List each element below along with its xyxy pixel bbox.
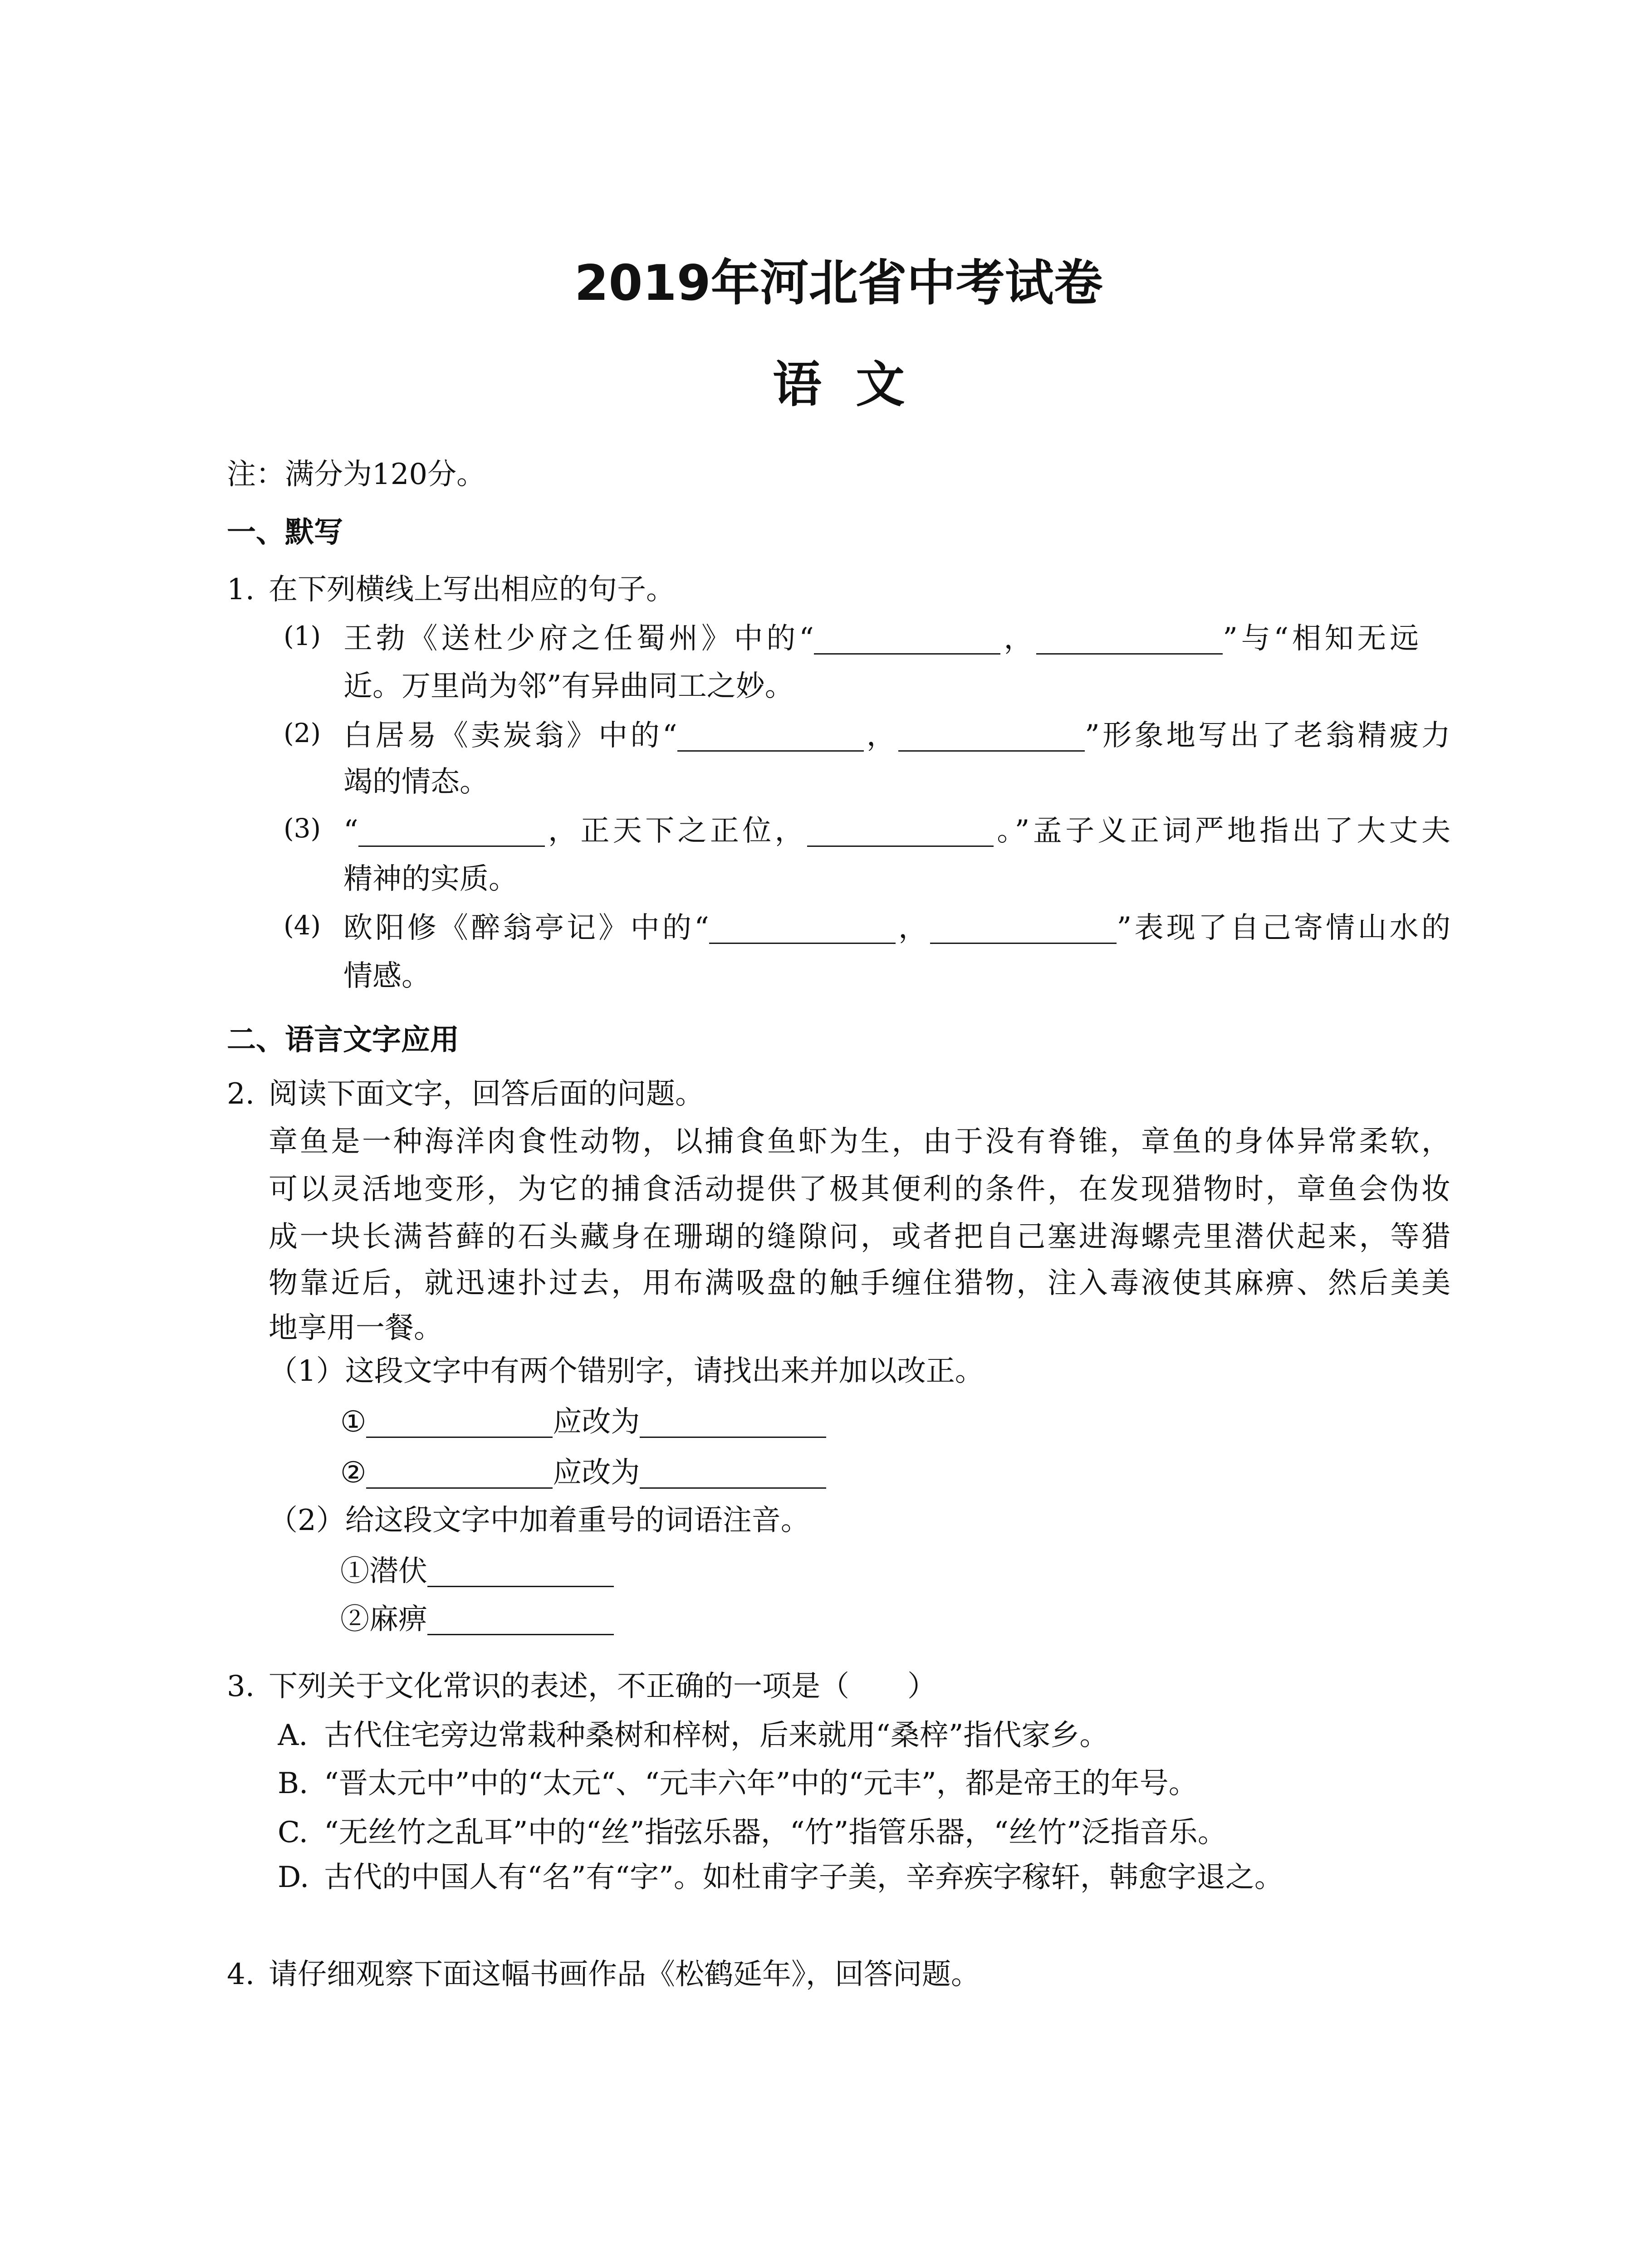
question-prompt: 在下列横线上写出相应的句子。 [269,573,675,606]
pinyin-row [340,1553,614,1589]
answer-blank [814,627,1000,655]
correction-row [340,1455,826,1491]
answer-blank [366,1461,553,1489]
subquestion [269,1353,984,1389]
answer-blank [427,1608,614,1635]
option-text: “晋太元中”中的“太元“、“元丰六年”中的“元丰”，都是帝王的年号。 [324,1767,1198,1800]
exam-title: 2019年河北省中考试卷 [574,255,1103,312]
option-text: 古代住宅旁边常栽种桑树和梓树，后来就用“桑梓”指代家乡。 [324,1719,1109,1752]
answer-blank [358,819,545,847]
answer-blank [640,1461,826,1489]
item-text: 白居易《卖炭翁》中的“ [343,719,677,753]
item-text: ， [1000,622,1037,655]
question-prompt: 阅读下面文字，回答后面的问题。 [269,1077,704,1111]
item-line: 竭的情态。 [343,765,489,799]
option-letter: A. [278,1719,308,1752]
item-line [343,718,1450,754]
item-text: 欧阳修《醉翁亭记》中的“ [343,911,709,945]
answer-blank [366,1410,553,1438]
answer-blank [1036,627,1223,655]
item-line: 精神的实质。 [343,862,518,896]
item-line [343,910,1450,946]
item-line: 情感。 [343,959,431,993]
option-letter: D. [278,1861,309,1894]
row-word: ①潜伏 [340,1554,427,1588]
subquestion [269,1502,810,1539]
item-text: ”形象地写出了老翁精疲力 [1085,719,1450,753]
item-line [343,813,1450,849]
subject-title: 语 文 [772,357,905,413]
question-prompt: 请仔细观察下面这幅书画作品《松鹤延年》，回答问题。 [269,1958,980,1991]
row-mark: ① [340,1405,367,1439]
passage-line: 章鱼是一种海洋肉食性动物，以捕食鱼虾为生，由于没有脊锥，章鱼的身体异常柔软， [269,1125,1450,1158]
question-number: 2. [227,1077,255,1111]
answer-blank [709,916,896,944]
item-text: 。”孟子义正词严地指出了大丈夫 [993,814,1450,848]
subquestion-prompt: 给这段文字中加着重号的词语注音。 [345,1504,810,1537]
item-line: 近。万里尚为邻”有异曲同工之妙。 [343,670,794,703]
pinyin-row [340,1601,614,1637]
question-number: 3. [227,1670,255,1703]
item-label: (3) [284,813,321,844]
section-heading-1: 一、默写 [227,516,343,549]
option-text: “无丝竹之乱耳”中的“丝”指弦乐器，“竹”指管乐器，“丝竹”泛指音乐。 [324,1816,1227,1849]
item-text: ， [895,911,931,945]
question-number: 1. [227,573,255,606]
option-letter: B. [278,1767,309,1800]
item-label: (4) [284,910,321,941]
passage-line: 可以灵活地变形，为它的捕食活动提供了极其便利的条件，在发现猎物时，章鱼会伪妆 [269,1173,1450,1206]
section-heading-2: 二、语言文字应用 [227,1023,459,1057]
row-word: ②麻痹 [340,1603,427,1636]
item-text: ”与“相知无远 [1223,622,1419,655]
item-label: (2) [284,718,321,748]
subquestion-label: （1） [269,1354,345,1388]
passage-line: 成一块长满苔藓的石头藏身在珊瑚的缝隙问，或者把自己塞进海螺壳里潜伏起来，等猎 [269,1220,1450,1254]
item-line [343,621,1419,657]
subquestion-prompt: 这段文字中有两个错别字，请找出来并加以改正。 [345,1354,984,1388]
answer-blank [807,819,994,847]
option-letter: C. [278,1816,309,1849]
item-label: (1) [284,621,321,651]
answer-blank [930,916,1117,944]
answer-blank [427,1559,614,1587]
row-connector: 应改为 [553,1456,640,1490]
passage-line: 地享用一餐。 [269,1311,443,1345]
question-prompt: 下列关于文化常识的表述，不正确的一项是（ ） [269,1670,936,1703]
item-text: ”表现了自己寄情山水的 [1117,911,1450,945]
subquestion-label: （2） [269,1504,345,1537]
item-text: 王勃《送杜少府之任蜀州》中的“ [343,622,814,655]
row-connector: 应改为 [553,1405,640,1439]
item-text: “ [343,814,358,848]
option-text: 古代的中国人有“名”有“字”。如杜甫字子美，辛弃疾字稼轩，韩愈字退之。 [324,1861,1283,1894]
score-note: 注：满分为120分。 [227,458,486,491]
item-text: ， [863,719,899,753]
row-mark: ② [340,1456,367,1490]
item-text: ，正天下之正位， [544,814,807,848]
answer-blank [898,724,1085,752]
answer-blank [640,1410,826,1438]
passage-line: 物靠近后，就迅速扑过去，用布满吸盘的触手缠住猎物，注入毒液使其麻痹、然后美美 [269,1266,1450,1300]
answer-blank [677,724,864,752]
question-number: 4. [227,1958,255,1991]
correction-row [340,1404,826,1440]
